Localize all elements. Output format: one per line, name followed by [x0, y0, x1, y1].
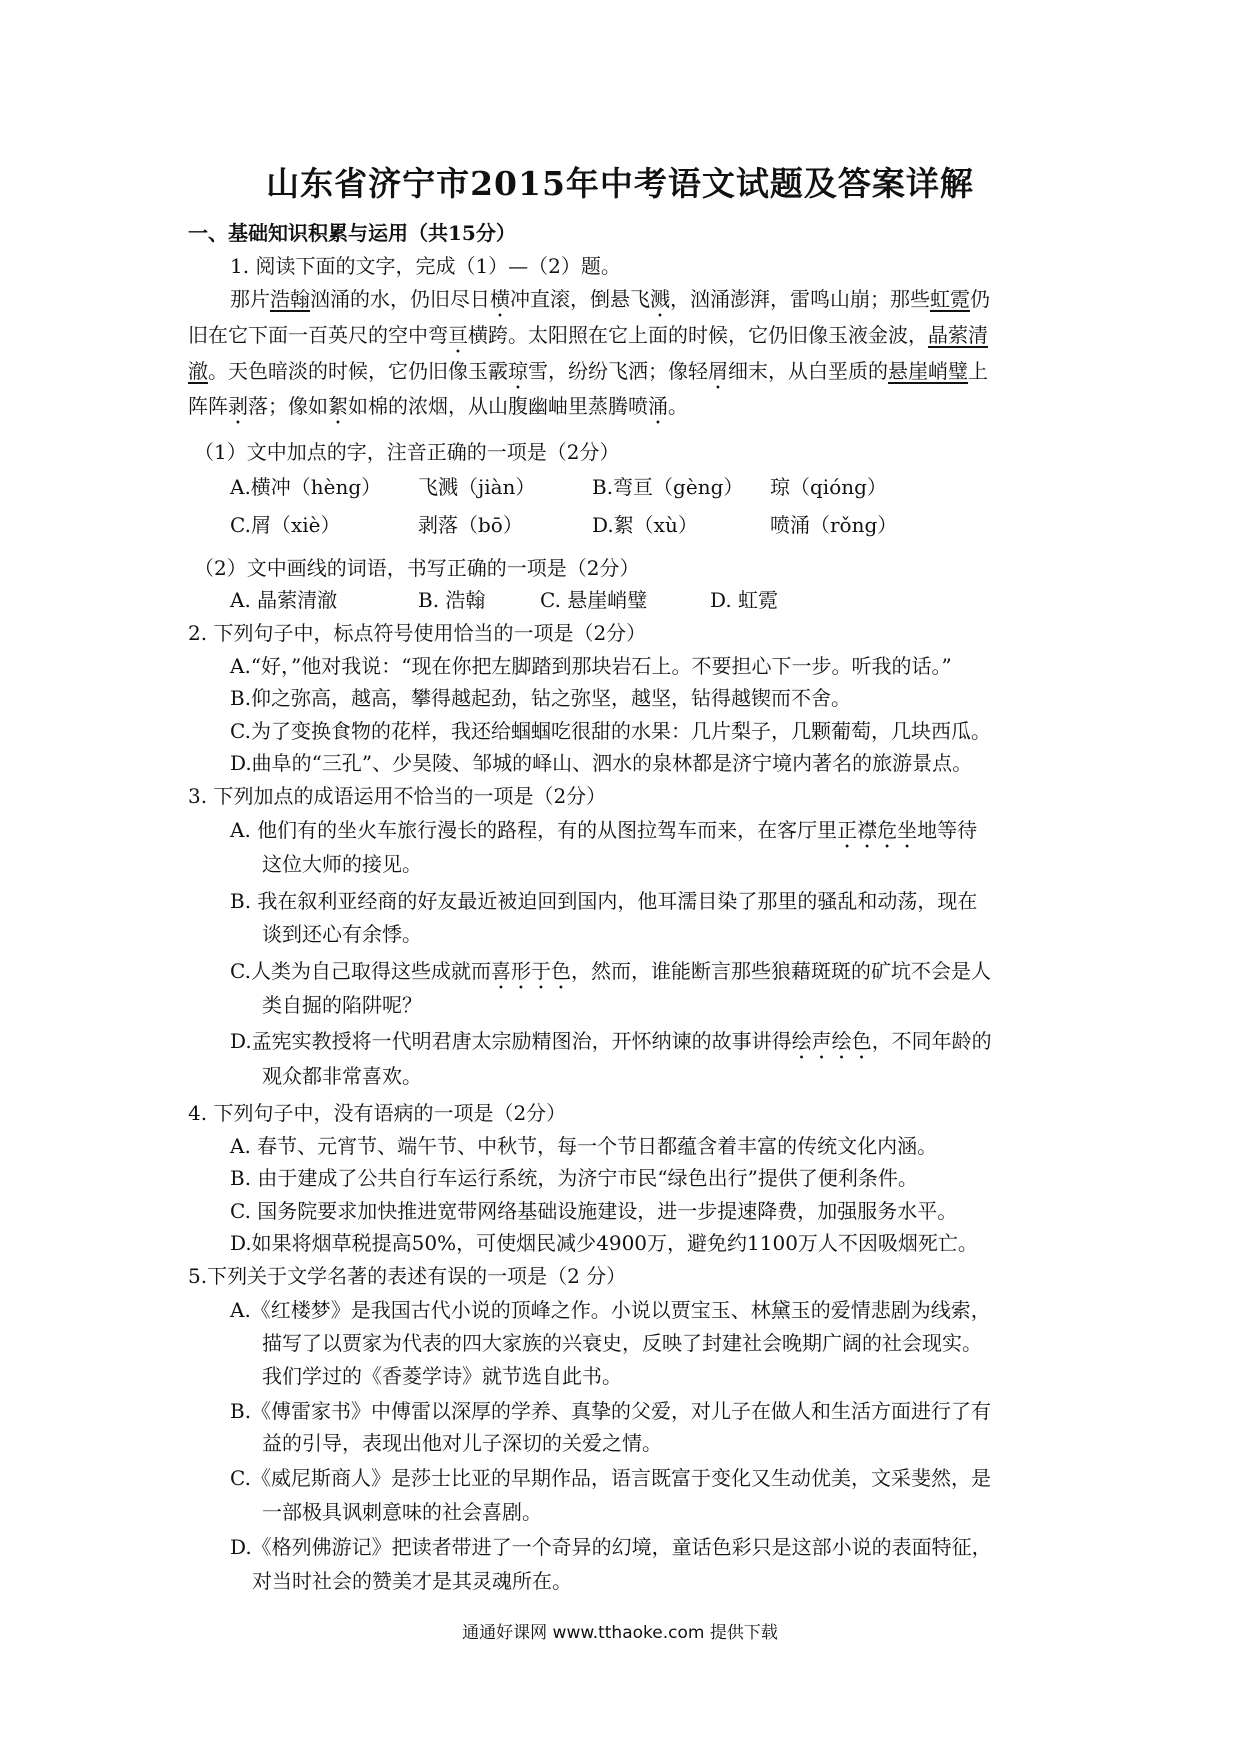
sub-question-1: （1）文中加点的字，注音正确的一项是（2分）	[194, 440, 620, 464]
passage-text: 。天色暗淡的时候，它仍旧像玉霰	[208, 359, 508, 383]
option-text: ，然而，谁能断言那些狼藉斑斑的矿坑不会是人	[570, 959, 991, 983]
passage-text: 阵阵	[188, 394, 228, 418]
page-footer: 通通好课网 www.tthaoke.com 提供下载	[462, 1623, 778, 1643]
dotted-char: 屑	[708, 359, 728, 383]
option-c-2: 剥落（bō）	[418, 513, 523, 537]
passage-line-3	[188, 356, 988, 394]
question-5-stem: 5.下列关于文学名著的表述有误的一项是（2 分）	[188, 1264, 627, 1288]
q5-option-c-line-2: 一部极具讽刺意味的社会喜剧。	[262, 1500, 542, 1524]
option-c: C. 悬崖峭璧	[540, 588, 648, 612]
q5-option-c-line-1: C.《威尼斯商人》是莎士比亚的早期作品，语言既富于变化又生动优美，文采斐然，是	[230, 1466, 991, 1490]
section-heading: 一、基础知识积累与运用（共15分）	[188, 221, 516, 245]
passage-text: 上	[968, 359, 988, 383]
option-text: A. 他们有的坐火车旅行漫长的路程，有的从图拉驾车而来，在客厅里	[230, 818, 838, 842]
q3-option-d-line-1	[230, 1026, 992, 1064]
q2-option-d: D.曲阜的“三孔”、少昊陵、邹城的峄山、泗水的泉林都是济宁境内著名的旅游景点。	[230, 751, 973, 775]
option-text: ，不同年龄的	[871, 1029, 992, 1053]
q5-option-b-line-1: B.《傅雷家书》中傅雷以深厚的学养、真挚的父爱，对儿子在做人和生活方面进行了有	[230, 1399, 992, 1423]
dotted-char: 剥	[228, 394, 248, 418]
option-a-2: 飞溅（jiàn）	[418, 475, 536, 499]
q4-option-d: D.如果将烟草税提高50%，可使烟民减少4900万，避免约1100万人不因吸烟死亡。	[230, 1231, 978, 1255]
q3-option-b-line-1: B. 我在叙利亚经商的好友最近被迫回到国内，他耳濡目染了那里的骚乱和动荡，现在	[230, 889, 978, 913]
underlined-word: 晶萦清	[928, 323, 988, 347]
q3-option-d-line-2: 观众都非常喜欢。	[262, 1064, 422, 1088]
option-text: C.人类为自己取得这些成就而	[230, 959, 491, 983]
option-a: A.横冲（hèng）	[230, 475, 382, 499]
passage-text: 冲直滚，倒悬飞	[510, 287, 650, 311]
q3-option-c-line-2: 类自掘的陷阱呢？	[262, 993, 422, 1017]
option-d: D.絮（xù）	[592, 513, 698, 537]
dotted-char: 絮	[328, 394, 348, 418]
passage-line-1	[230, 284, 990, 322]
sub1-options-row-1	[230, 472, 887, 502]
option-b: B.弯亘（gèng）	[592, 475, 744, 499]
question-3-stem: 3. 下列加点的成语运用不恰当的一项是（2分）	[188, 784, 607, 808]
underlined-word: 澈	[188, 359, 208, 383]
passage-text: 细末，从白垩质的	[728, 359, 888, 383]
question-2-stem: 2. 下列句子中，标点符号使用恰当的一项是（2分）	[188, 621, 647, 645]
passage-text: 如棉的浓烟，从山腹幽岫里蒸腾喷	[348, 394, 648, 418]
passage-text: 横跨。太阳照在它上面的时候，它仍旧像玉液金波，	[468, 323, 928, 347]
q5-option-b-line-2: 益的引导，表现出他对儿子深切的关爱之情。	[262, 1431, 662, 1455]
option-text: 地等待	[917, 818, 978, 842]
question-4-stem: 4. 下列句子中，没有语病的一项是（2分）	[188, 1101, 567, 1125]
q5-option-d-line-2: 对当时社会的赞美才是其灵魂所在。	[252, 1569, 572, 1593]
q3-option-a-line-1	[230, 815, 977, 853]
passage-text: 。	[668, 394, 688, 418]
q4-option-c: C. 国务院要求加快推进宽带网络基础设施建设，进一步提速降费，加强服务水平。	[230, 1199, 958, 1223]
option-b: B. 浩翰	[418, 588, 486, 612]
passage-line-4	[188, 391, 688, 429]
passage-text: 那片	[230, 287, 270, 311]
dotted-char: 亘	[448, 323, 468, 347]
sub2-options	[230, 585, 778, 615]
page-title: 山东省济宁市2015年中考语文试题及答案详解	[266, 164, 974, 203]
dotted-char: 琼	[508, 359, 528, 383]
q4-option-b: B. 由于建成了公共自行车运行系统，为济宁市民“绿色出行”提供了便利条件。	[230, 1166, 918, 1190]
dotted-idiom: 喜形于色	[490, 959, 571, 983]
dotted-char: 溅	[650, 287, 670, 311]
option-d: D. 虹霓	[710, 588, 779, 612]
question-1-stem: 1. 阅读下面的文字，完成（1）—（2）题。	[230, 254, 621, 278]
dotted-idiom: 正襟危坐	[837, 818, 918, 842]
q5-option-a-line-2: 描写了以贾家为代表的四大家族的兴衰史，反映了封建社会晚期广阔的社会现实。	[262, 1331, 982, 1355]
option-c: C.屑（xiè）	[230, 513, 341, 537]
sub-question-2: （2）文中画线的词语，书写正确的一项是（2分）	[194, 556, 640, 580]
q2-option-b: B.仰之弥高，越高，攀得越起劲，钻之弥坚，越坚，钻得越锲而不舍。	[230, 686, 852, 710]
underlined-word: 虹霓	[930, 287, 970, 311]
sub1-options-row-2	[230, 510, 897, 540]
option-b-2: 琼（qióng）	[770, 475, 887, 499]
option-a: A. 晶萦清澈	[230, 588, 338, 612]
dotted-char: 横	[490, 287, 510, 311]
passage-text: 旧在它下面一百英尺的空中弯	[188, 323, 448, 347]
option-d-2: 喷涌（rǒng）	[770, 513, 898, 537]
q5-option-a-line-1: A.《红楼梦》是我国古代小说的顶峰之作。小说以贾宝玉、林黛玉的爱情悲剧为线索，	[230, 1298, 991, 1322]
underlined-word: 悬崖峭璧	[888, 359, 968, 383]
underlined-word: 浩翰	[270, 287, 310, 311]
q2-option-a: A.“好，”他对我说：“现在你把左脚踏到那块岩石上。不要担心下一步。听我的话。”	[230, 654, 952, 678]
option-text: D.孟宪实教授将一代明君唐太宗励精图治，开怀纳谏的故事讲得	[230, 1029, 792, 1053]
passage-text: 雪，纷纷飞洒；像轻	[528, 359, 708, 383]
q3-option-a-line-2: 这位大师的接见。	[262, 852, 422, 876]
passage-text: 落；像如	[248, 394, 328, 418]
passage-line-2	[188, 320, 988, 358]
dotted-char: 涌	[648, 394, 668, 418]
dotted-idiom: 绘声绘色	[791, 1029, 872, 1053]
q3-option-c-line-1	[230, 956, 991, 994]
passage-text: 仍	[970, 287, 990, 311]
passage-text: 汹涌的水，仍旧尽日	[310, 287, 490, 311]
q5-option-d-line-1: D.《格列佛游记》把读者带进了一个奇异的幻境，童话色彩只是这部小说的表面特征，	[230, 1535, 992, 1559]
q2-option-c: C.为了变换食物的花样，我还给蝈蝈吃很甜的水果：几片梨子，几颗葡萄，几块西瓜。	[230, 719, 991, 743]
passage-text: ，汹涌澎湃，雷鸣山崩；那些	[670, 287, 930, 311]
q4-option-a: A. 春节、元宵节、端午节、中秋节，每一个节日都蕴含着丰富的传统文化内涵。	[230, 1134, 938, 1158]
q5-option-a-line-3: 我们学过的《香菱学诗》就节选自此书。	[262, 1364, 622, 1388]
q3-option-b-line-2: 谈到还心有余悸。	[262, 922, 422, 946]
